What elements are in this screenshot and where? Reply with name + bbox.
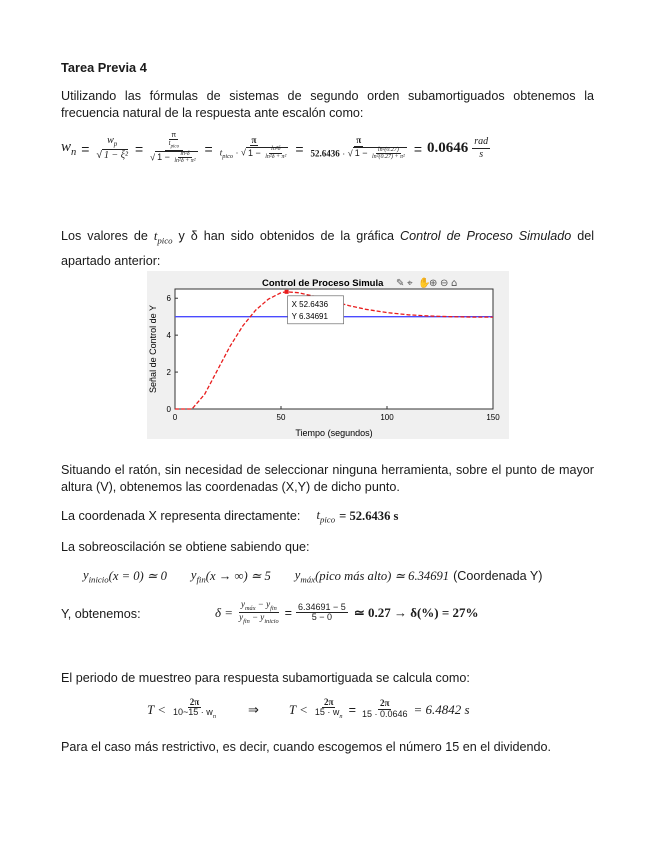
- situando-paragraph: Situando el ratón, sin necesidad de seleccionar ninguna herramienta, sobre el punto de mayor altura (V), obtenemos las coordenadas (X,Y) de dicho punto.: [61, 463, 594, 494]
- datatip-icon[interactable]: ⌖: [407, 278, 413, 289]
- simulation-figure: [147, 271, 509, 439]
- delta-equation: δ = $\frac{y_{máx} - y_{fin}}{y_{fin} - y_{inicio}}$ = $\frac{6.34691 - 5}{5 - 0}$ ≃ 0.27 → δ(%) = 27%: [215, 599, 479, 626]
- y-tick-label-1: 2: [166, 368, 171, 378]
- wn-equation: $w_n$ = $\frac{w_p}{\text{√ 1 − ξ²}}$ = $\frac{\pi}{t_{pico}}$ √ 1 − $\frac{\text{ln²δ}}{\text{ln²δ + π²}}$ = π $t_{pico}$ · √ 1 − $\frac{\text{ln²δ}}{\text{ln²δ + π²}}$ = π 52.6436 · √ 1 − $\frac{\text{ln²(0.27)}}{\text{ln²(0.27) + π²}}$ = 0.0646 $\frac{\text{rad}}{s}$: [61, 132, 489, 165]
- datatip-marker[interactable]: [285, 290, 289, 294]
- y-tick-label-0: 0: [166, 405, 171, 414]
- x-axis-label: Tiempo (segundos): [295, 428, 373, 438]
- zoom-out-icon[interactable]: ⊖: [440, 278, 449, 289]
- page-title: Tarea Previa 4: [61, 60, 147, 75]
- wn-unit: $\frac{\text{rad}}{s}$: [474, 136, 489, 160]
- y-obtenemos: Y, obtenemos:: [61, 607, 141, 621]
- chart-toolbar[interactable]: [396, 276, 457, 289]
- x-tick-label-1: 50: [276, 413, 286, 422]
- period-result: = 6.4842 s: [413, 701, 470, 717]
- datatip-y: Y 6.34691: [291, 311, 328, 321]
- y-max: $y_{máx}$: [294, 568, 316, 585]
- x-tick-label-2: 100: [380, 413, 394, 422]
- final-text: Para el caso más restrictivo, es decir, cuando escogemos el número 15 en el dividendo.: [61, 740, 552, 754]
- wn-frac-2: $\frac{\pi}{t_{pico}}$ √ 1 − $\frac{\text{ln²δ}}{\text{ln²δ + π²}}$: [150, 132, 196, 165]
- y-axis-label: Señal de Control de Y: [148, 305, 158, 393]
- period-frac-3: $\frac{2\pi}{15 \cdot 0.0646}$: [361, 698, 408, 719]
- y-values-line: $y_{inicio}$ (x = 0) ≃ 0 $y_{fin}$ (x → ∞) ≃ 5 $y_{máx}$ (pico más alto) ≃ 6.34691 (Coordenada Y): [83, 568, 543, 585]
- brush-icon[interactable]: ✎: [396, 278, 405, 289]
- wn-lhs: $w_n$: [61, 139, 77, 158]
- datatip-x: X 52.6436: [291, 299, 329, 309]
- intro-paragraph: Utilizando las fórmulas de sistemas de segundo orden subamortiguados obtenemos la frecuencia natural de la respuesta ante escalón como:: [61, 89, 594, 120]
- wn-frac-3: π $t_{pico}$ · √ 1 − $\frac{\text{ln²δ}}{\text{ln²δ + π²}}$: [219, 134, 287, 161]
- delta-frac-2: $\frac{6.34691 - 5}{5 - 0}$: [298, 601, 346, 623]
- y-fin: $y_{fin}$: [190, 568, 206, 585]
- values-paragraph: Los valores de $t_{pico}$ y δ han sido obtenidos de la gráfica Control de Proceso Simulado del apartado anterior:: [61, 229, 595, 268]
- home-icon[interactable]: ⌂: [451, 278, 458, 289]
- period-equation: T < $\frac{2\pi}{10\sim 15 \cdot w_n}$ ⇒ T < $\frac{2\pi}{15 \cdot w_n}$ = $\frac{2\pi}{15 \cdot 0.0646}$ = 6.4842 s: [147, 697, 470, 721]
- wn-frac-4: π 52.6436 · √ 1 − $\frac{\text{ln²(0.27)}}{\text{ln²(0.27) + π²}}$: [310, 135, 405, 161]
- tpico-symbol: $t_{pico}$: [153, 229, 173, 246]
- y-tick-label-3: 6: [166, 294, 171, 304]
- pan-icon[interactable]: ✋: [418, 278, 431, 289]
- zoom-in-icon[interactable]: ⊕: [429, 278, 438, 289]
- sobreoscilacion-text: La sobreoscilación se obtiene sabiendo que:: [61, 540, 310, 554]
- period-frac-1: $\frac{2\pi}{10\sim 15 \cdot w_n}$: [173, 697, 216, 721]
- x-tick-label-0: 0: [172, 413, 178, 422]
- coord-x-line: La coordenada X representa directamente: $t_{pico}$ = 52.6436 s: [61, 508, 399, 525]
- wn-frac-1: $\frac{w_p}{\text{√ 1 − ξ²}}$: [96, 135, 128, 161]
- y-tick-label-2: 4: [166, 331, 171, 341]
- delta-result: ≃ 0.27 → δ(%) = 27%: [353, 605, 479, 621]
- chart-svg: [147, 271, 509, 439]
- period-frac-2: $\frac{2\pi}{15 \cdot w_n}$: [314, 697, 343, 721]
- periodo-text: El periodo de muestreo para respuesta subamortiguada se calcula como:: [61, 671, 470, 685]
- coord-x-tpico: $t_{pico}$: [316, 508, 336, 525]
- x-tick-label-3: 150: [486, 413, 500, 422]
- y-inicio: $y_{inicio}$: [83, 568, 109, 585]
- delta-frac-1: $\frac{y_{máx} - y_{fin}}{y_{fin} - y_{inicio}}$: [239, 599, 279, 626]
- chart-title: Control de Proceso Simula: [262, 278, 384, 289]
- wn-result: 0.0646: [427, 140, 469, 156]
